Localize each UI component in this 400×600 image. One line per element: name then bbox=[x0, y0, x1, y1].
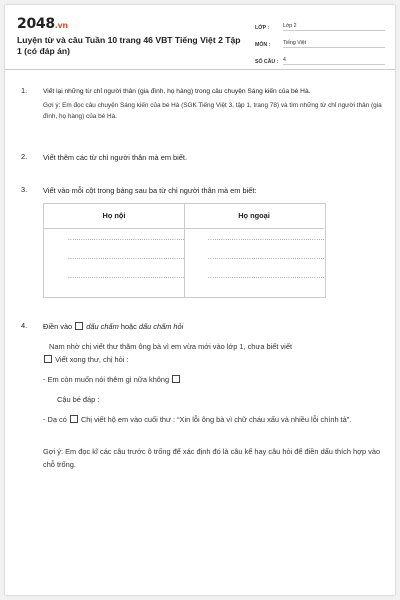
question-4-hint: Gợi ý: Em đọc kĩ các câu trước ô trống để xác định đó là câu kể hay câu hỏi để điền dấu thích hợp vào chỗ trống. bbox=[43, 447, 381, 469]
relatives-table bbox=[43, 203, 326, 298]
logo-tld: .vn bbox=[54, 21, 68, 30]
blank-box-icon[interactable] bbox=[70, 415, 78, 423]
blank-box-icon bbox=[75, 322, 83, 330]
question-1-hint: Gợi ý: Em đọc câu chuyện Sáng kiến của bé Hà (SGK Tiếng Việt 3, tập 1, trang 78) và tìm những từ chỉ người thân (gia đình, họ hàng) của bé Hà. bbox=[43, 102, 382, 120]
table-header-maternal: Họ ngoại bbox=[184, 204, 324, 229]
table-column-maternal bbox=[184, 204, 324, 297]
q4-line-5b: Chị viết hộ em vào cuối thư : “Xin lỗi ông bà vì chữ cháu xấu và nhiều lỗi chính tả”. bbox=[80, 415, 352, 424]
q4-option-period: dấu chấm bbox=[86, 322, 119, 331]
blank-line[interactable]: ...................................................... bbox=[68, 274, 186, 280]
blank-line[interactable]: ...................................................... bbox=[208, 236, 326, 242]
meta-value: Tiếng Việt bbox=[283, 40, 385, 48]
q4-option-question-mark: dấu chấm hỏi bbox=[138, 322, 184, 331]
question-number: 1. bbox=[21, 86, 28, 95]
q4-text-pre: Điền vào bbox=[43, 322, 73, 331]
q4-line-5a: - Dạ có bbox=[43, 415, 67, 424]
q4-line-2-text: Viết xong thư, chị hỏi : bbox=[55, 355, 129, 364]
meta-value: 4 bbox=[283, 57, 385, 65]
meta-row-subject bbox=[255, 34, 385, 48]
q4-line-4: Cậu bé đáp : bbox=[57, 395, 100, 404]
blank-box-icon[interactable] bbox=[172, 375, 180, 383]
blank-line[interactable]: ...................................................... bbox=[208, 255, 326, 261]
q4-line-3 bbox=[43, 373, 381, 386]
question-text: Viết lại những từ chỉ người thân (gia đình, họ hàng) trong câu chuyện Sáng kiến của bé Hà. bbox=[43, 88, 311, 95]
meta-row-count bbox=[255, 51, 385, 65]
document-page bbox=[5, 5, 395, 595]
meta-row-class bbox=[255, 17, 385, 31]
meta-key: SỐ CÂU : bbox=[255, 59, 279, 65]
q4-text-mid: hoặc bbox=[120, 322, 137, 331]
q4-line-3-text: - Em còn muốn nói thêm gì nữa không bbox=[43, 375, 170, 384]
q4-line-2 bbox=[43, 353, 381, 366]
meta-key: MÔN : bbox=[255, 42, 271, 48]
blank-box-icon[interactable] bbox=[44, 355, 52, 363]
logo-number: 2048 bbox=[17, 16, 55, 32]
q4-line-5 bbox=[43, 413, 385, 426]
question-text: Viết thêm các từ chỉ người thân mà em biết. bbox=[43, 153, 188, 162]
table-header-paternal: Họ nội bbox=[44, 204, 184, 229]
meta-panel bbox=[255, 17, 385, 68]
question-number: 4. bbox=[21, 321, 28, 330]
meta-key: LỚP : bbox=[255, 25, 270, 31]
question-number: 2. bbox=[21, 152, 28, 161]
site-logo[interactable] bbox=[17, 16, 68, 32]
document-header bbox=[5, 5, 395, 70]
page-title: Luyện từ và câu Tuần 10 trang 46 VBT Tiếng Việt 2 Tập 1 (có đáp án) bbox=[17, 35, 241, 56]
question-number: 3. bbox=[21, 185, 28, 194]
meta-value: Lớp 2 bbox=[283, 23, 385, 31]
table-column-paternal bbox=[44, 204, 185, 297]
question-text bbox=[43, 321, 385, 332]
q4-line-1: Nam nhờ chị viết thư thăm ông bà vì em vừa mới vào lớp 1, chưa biết viết bbox=[49, 342, 292, 351]
blank-line[interactable]: ...................................................... bbox=[68, 236, 186, 242]
question-text: Viết vào mỗi cột trong bảng sau ba từ chỉ người thân mà em biết: bbox=[43, 186, 257, 195]
blank-line[interactable]: ...................................................... bbox=[68, 255, 186, 261]
blank-line[interactable]: ...................................................... bbox=[208, 274, 326, 280]
